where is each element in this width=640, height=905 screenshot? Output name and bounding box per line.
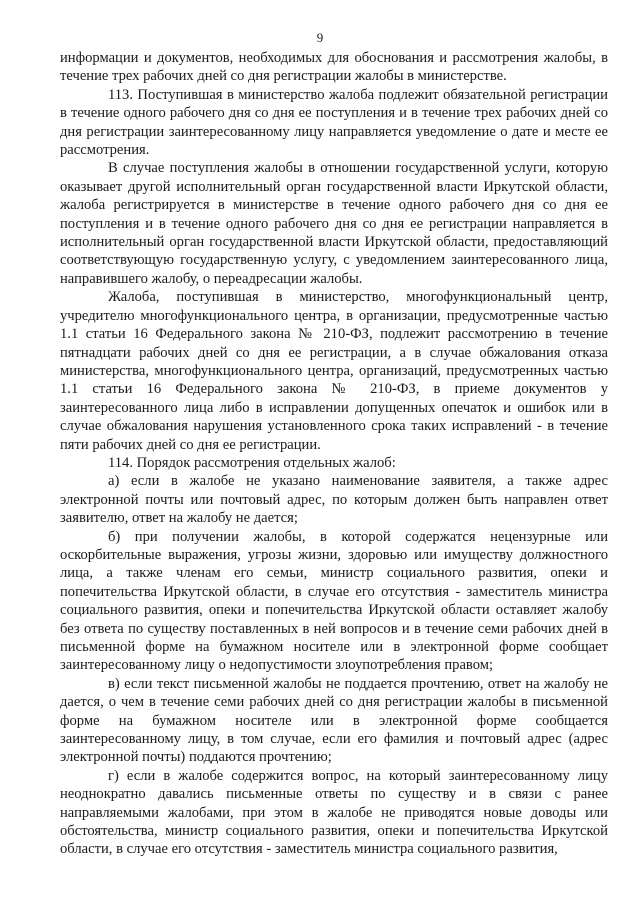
- paragraph-readdress: В случае поступления жалобы в отношении государственной услуги, которую оказывает другой исполнительный орган государственной власти Иркутской области, жалоба регистрируется в министерстве в течение одного рабочего дня со дня ее поступления и в течение одного рабочего дня со дня ее регистрации направляется в исполнительный орган государственной власти Иркутской области, предоставляющий соответствующую государственную услугу, с уведомлением заинтересованного лица, направившего жалобу, о переадресации жалобы.: [60, 160, 608, 287]
- paragraph-subitem-b: б) при получении жалобы, в которой содержатся нецензурные или оскорбительные выражения, угрозы жизни, здоровью или имуществу должностного лица, а также членам его семьи, министр социального развития, опеки и попечительства Иркутской области, в случае его отсутствия - заместитель министра социального развития, опеки и попечительства Иркутской области оставляет жалобу без ответа по существу поставленных в ней вопросов и в течение семи рабочих дней в письменной форме на бумажном носителе или в электронной форме сообщает заинтересованному лицу о недопустимости злоупотребления правом;: [60, 528, 608, 674]
- page-number: 9: [316, 30, 324, 45]
- paragraph-item-114: 114. Порядок рассмотрения отдельных жалоб:: [108, 454, 396, 471]
- paragraph-review-term: Жалоба, поступившая в министерство, многофункциональный центр, учредителю многофункционального центра, в организации, предусмотренные частью 1.1 статьи 16 Федерального закона № 210-ФЗ, подлежит рассмотрению в течение пятнадцати рабочих дней со дня ее регистрации, а в случае обжалования отказа министерства, многофункционального центра, организаций, предусмотренных частью 1.1 статьи 16 Федерального закона № 210-ФЗ, в приеме документов у заинтересованного лица либо в исправлении допущенных опечаток и ошибок или в случае обжалования нарушения установленного срока таких исправлений - в течение пяти рабочих дней со дня ее регистрации.: [60, 289, 608, 453]
- paragraph-subitem-v: в) если текст письменной жалобы не поддается прочтению, ответ на жалобу не дается, о чем в течение семи рабочих дней со дня регистрации жалобы в письменной форме на бумажном носителе или в электронной форме сообщается заинтересованному лицу, в том случае, если его фамилия и почтовый адрес (адрес электронной почты) поддаются прочтению;: [60, 675, 608, 766]
- paragraph-continuation: информации и документов, необходимых для обоснования и рассмотрения жалобы, в течение трех рабочих дней со дня регистрации жалобы в министерстве.: [60, 50, 608, 85]
- paragraph-subitem-g: г) если в жалобе содержится вопрос, на который заинтересованному лицу неоднократно давались письменные ответы по существу и в связи с ранее направляемыми жалобами, при этом в жалобе не приводятся новые доводы или обстоятельства, министр социального развития, опеки и попечительства Иркутской области, в случае его отсутствия - заместитель министра социального развития,: [60, 767, 608, 858]
- paragraph-subitem-a: а) если в жалобе не указано наименование заявителя, а также адрес электронной почты или почтовый адрес, по которым должен быть направлен ответ заявителю, ответ на жалобу не дается;: [60, 473, 608, 527]
- document-body: [60, 49, 608, 859]
- paragraph-item-113: 113. Поступившая в министерство жалоба подлежит обязательной регистрации в течение одного рабочего дня со дня ее поступления и в течение трех рабочих дней со дня регистрации заинтересованному лицу направляется уведомление о дате и месте ее рассмотрения.: [60, 86, 608, 159]
